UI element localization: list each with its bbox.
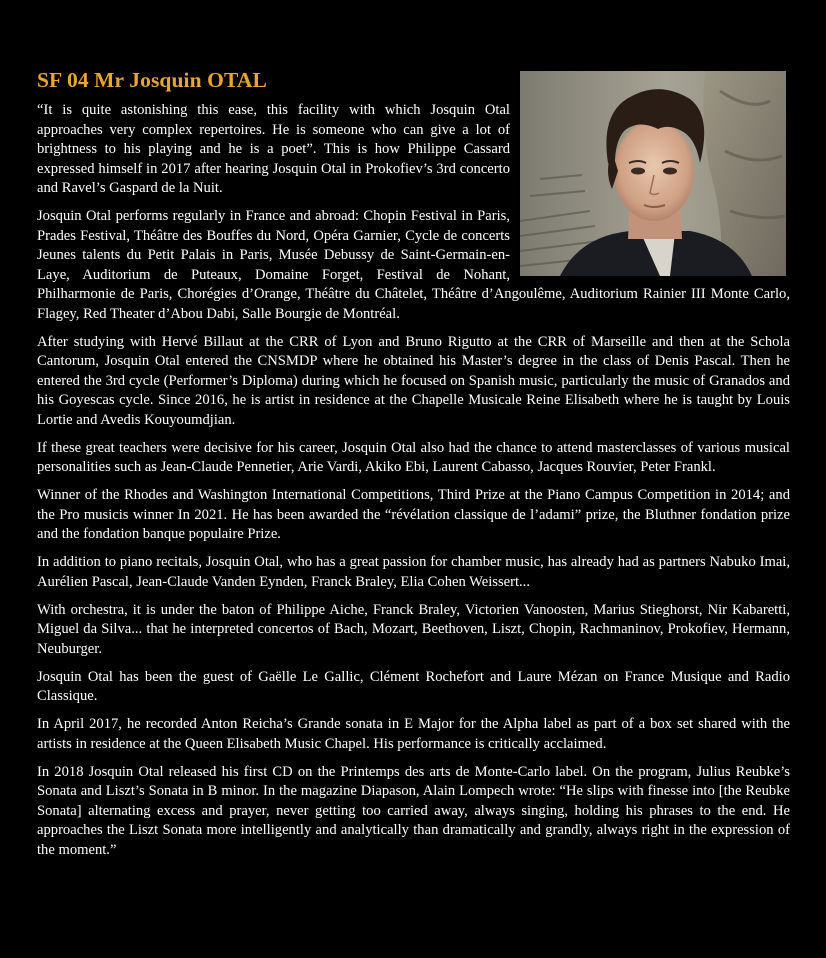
biography-paragraph: If these great teachers were decisive for his career, Josquin Otal also had the chance to attend masterclasses of various musical personalities such as Jean-Claude Pennetier, Arie Vardi, Akiko Ebi, Laurent Cabasso, Jacques Rouvier, Peter Frankl.	[37, 439, 790, 475]
biography-paragraph: In April 2017, he recorded Anton Reicha’s Grande sonata in E Major for the Alpha label as part of a box set shared with the artists in residence at the Queen Elisabeth Music Chapel. His performance is critically acclaimed.	[37, 716, 790, 752]
portrait-spacer	[510, 207, 790, 280]
biography-paragraph: Josquin Otal performs regularly in France and abroad: Chopin Festival in Paris, Prades Festival, Théâtre des Bouffes du Nord, Opéra Garnier, Cycle de concerts Jeunes talents du Petit Palais in Paris, Musée Debussy de Saint-Germain-en-Laye, Auditorium de Puteaux, Domaine Forget, Festival de Nohant, Philharmonie de Paris, Chorégies d’Orange, Théâtre du Châtelet, Théâtre d’Angoulême, Auditorium Rainier III Monte Carlo, Flagey, Red Theater d’Abou Dabi, Salle Bourgie de Montréal.	[37, 208, 790, 322]
biography-paragraph: After studying with Hervé Billaut at the CRR of Lyon and Bruno Rigutto at the CRR of Marseille and then at the Schola Cantorum, Josquin Otal entered the CNSMDP where he obtained his Master’s degree in the class of Denis Pascal. Then he entered the 3rd cycle (Performer’s Diploma) during which he focused on Spanish music, particularly the music of Granados and his Goyescas cycle. Since 2016, he is artist in residence at the Chapelle Musicale Reine Elisabeth where he is taught by Louis Lortie and Avedis Kouyoumdjian.	[37, 333, 790, 428]
page-title: SF 04 Mr Josquin OTAL	[37, 68, 267, 92]
biography-paragraph: In 2018 Josquin Otal released his first CD on the Printemps des arts de Monte-Carlo label. On the program, Julius Reubke’s Sonata and Liszt’s Sonata in B minor. In the magazine Diapason, Alain Lompech wrote: “He slips with finesse into [the Reubke Sonata] alternating excess and prayer, never getting too carried away, always singing, holding his phrases to the end. He approaches the Liszt Sonata more intelligently and analytically than dramatically and grandly, always right in the expression of the moment.”	[37, 763, 790, 858]
biography-paragraph: In addition to piano recitals, Josquin Otal, who has a great passion for chamber music, has already had as partners Nabuko Imai, Aurélien Pascal, Jean-Claude Vanden Eynden, Franck Braley, Elia Cohen Weissert...	[37, 554, 790, 590]
biography-text	[37, 101, 790, 869]
biography-paragraph: With orchestra, it is under the baton of Philippe Aiche, Franck Braley, Victorien Vanoosten, Marius Stieghorst, Nir Kabaretti, Miguel da Silva... that he interpreted concertos of Bach, Mozart, Beethoven, Liszt, Chopin, Rachmaninov, Prokofiev, Hermann, Neuburger.	[37, 601, 790, 657]
biography-paragraph: “It is quite astonishing this ease, this facility with which Josquin Otal approaches very complex repertoires. He is someone who can give a lot of brightness to his playing and he is a poet”. This is how Philippe Cassard expressed himself in 2017 after hearing Josquin Otal in Prokofiev’s 3rd concerto and Ravel’s Gaspard de la Nuit.	[37, 102, 510, 196]
biography-paragraph: Josquin Otal has been the guest of Gaëlle Le Gallic, Clément Rochefort and Laure Mézan on France Musique and Radio Classique.	[37, 668, 790, 704]
biography-paragraph: Winner of the Rhodes and Washington International Competitions, Third Prize at the Piano Campus Competition in 2014; and the Pro musicis winner In 2021. He has been awarded the “révélation classique de l’adami” prize, the Bluthner fondation prize and the fondation banque populaire Prize.	[37, 487, 790, 542]
